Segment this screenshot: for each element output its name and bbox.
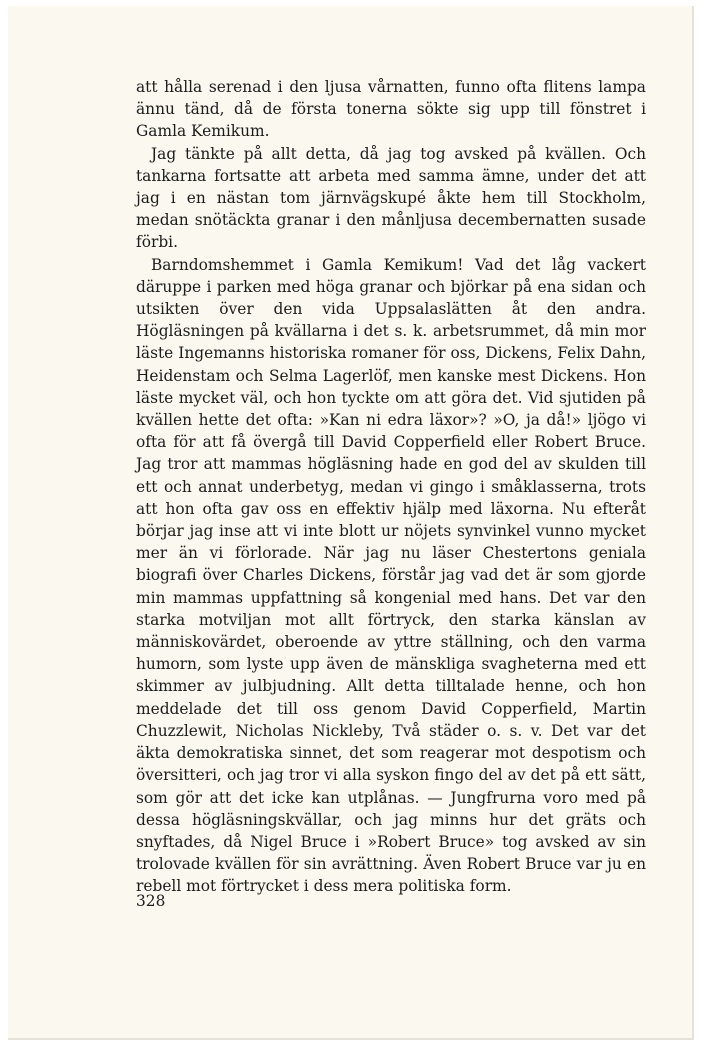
paragraph-3: Barndomshemmet i Gamla Kemikum! Vad det låg vackert däruppe i parken med höga granar och björkar på ena sidan och utsikten över den vida Uppsalaslätten åt den andra. Högläsningen på kvällarna i det s. k. arbetsrummet, då min mor läste Ingemanns historiska romaner för oss, Dickens, Felix Dahn, Heidenstam och Selma Lagerlöf, men kanske mest Dickens. Hon läste mycket väl, och hon tyckte om att göra det. Vid sjutiden på kvällen hette det ofta: »Kan ni edra läxor»? »O, ja då!» ljögo vi ofta för att få övergå till David Copperfield eller Robert Bruce. Jag tror att mammas högläsning hade en god del av skulden till ett och annat underbetyg, medan vi gingo i småklasserna, trots att hon ofta gav oss en effektiv hjälp med läxorna. Nu efteråt börjar jag inse att vi inte blott ur nöjets synvinkel vunno mycket mer än vi förlorade. När jag nu läser Chestertons geniala biografi över Charles Dickens, förstår jag vad det är som gjorde min mammas uppfattning så kongenial med hans. Det var den starka motviljan mot allt förtryck, den starka känslan av människovärdet, oberoende av yttre ställning, och den varma humorn, som lyste upp även de mänskliga svagheterna med ett skimmer av julbjudning. Allt detta tilltalade henne, och hon meddelade det till oss genom David Copperfield, Martin Chuzzlewit, Nicholas Nickleby, Två städer o. s. v. Det var det äkta demokratiska sinnet, det som reagerar mot despotism och översitteri, och jag tror vi alla syskon fingo del av det på ett sätt, som gör att det icke kan utplånas. — Jungfrurna voro med på dessa högläsningskvällar, och jag minns hur det gräts och snyftades, då Nigel Bruce i »Robert Bruce» tog avsked av sin trolovade kvällen för sin avrättning. Även Robert Bruce var ju en rebell mot förtrycket i dess mera politiska form. — [136, 255, 646, 896]
paragraph-1: att hålla serenad i den ljusa vårnatten, funno ofta flitens lampa ännu tänd, då de första tonerna sökte sig upp till fönstret i Gamla Kemikum. — [136, 78, 646, 141]
body-text — [136, 76, 646, 898]
book-page — [8, 6, 694, 1040]
page-number: 328 — [136, 892, 166, 910]
paragraph-2: Jag tänkte på allt detta, då jag tog avsked på kvällen. Och tankarna fortsatte att arbeta med samma ämne, under det att jag i en nästan tom järnvägskupé åkte hem till Stockholm, medan snötäckta granar i den månljusa decembernatten susade förbi. — [136, 144, 646, 252]
